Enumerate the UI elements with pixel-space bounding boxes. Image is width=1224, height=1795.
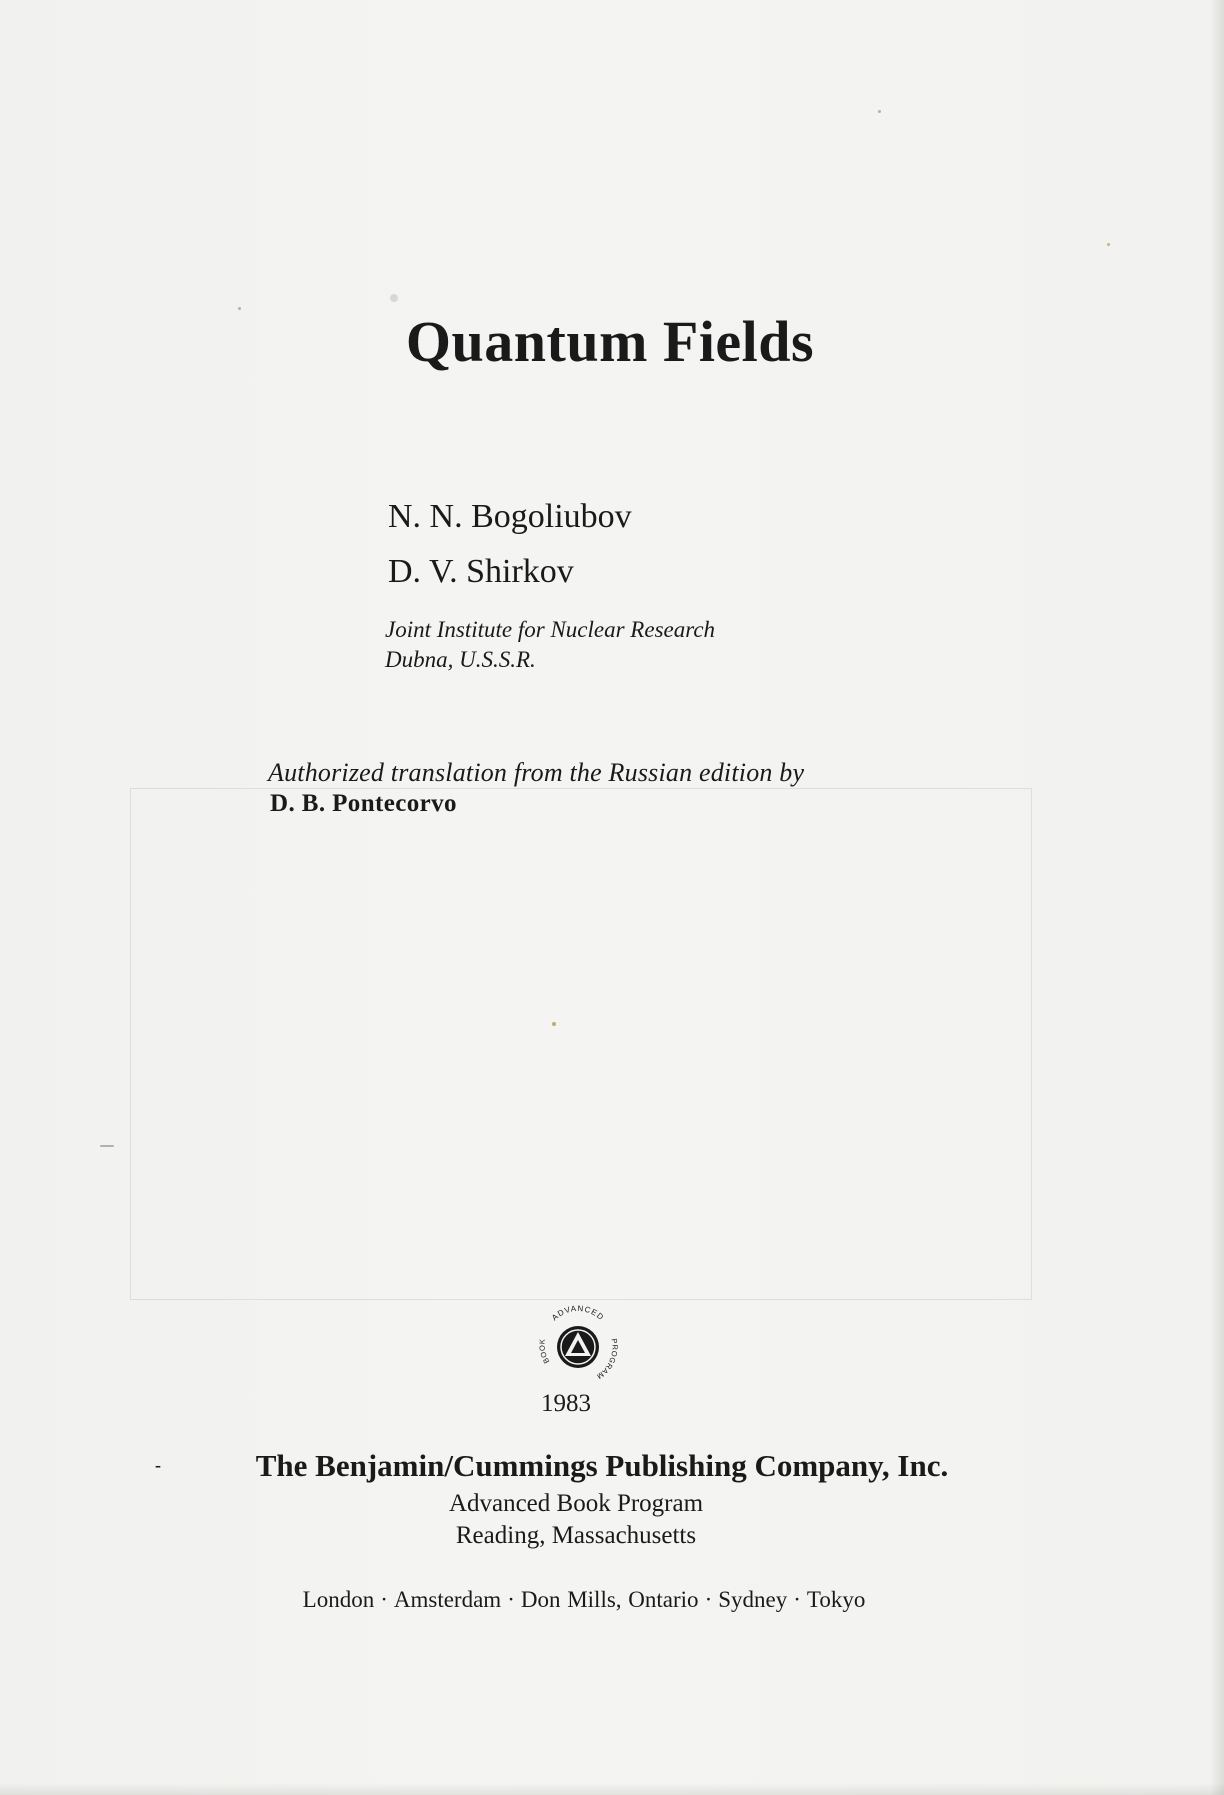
svg-text:ADVANCED (550, 1304, 606, 1323)
paper-speck (1107, 243, 1110, 246)
bleed-through-frame (130, 788, 1032, 1300)
city-sydney: Sydney (718, 1587, 788, 1612)
author-1: N. N. Bogoliubov (388, 498, 632, 535)
publisher-location: Reading, Massachusetts (455, 1522, 697, 1549)
page-edge-shadow-right (1210, 0, 1224, 1795)
author-2: D. V. Shirkov (388, 553, 574, 590)
logo-text-left: BOOK (537, 1338, 552, 1366)
city-separator: · (507, 1587, 515, 1612)
paper-mark (100, 1145, 114, 1147)
city-tokyo: Tokyo (806, 1587, 866, 1612)
city-separator: · (793, 1587, 801, 1612)
affiliation-city: Dubna, U.S.S.R. (385, 647, 536, 672)
svg-text:BOOK (537, 1338, 551, 1365)
logo-text-top: ADVANCED (550, 1303, 606, 1323)
city-london: London (302, 1587, 375, 1612)
city-don-mills: Don Mills, Ontario (520, 1587, 699, 1612)
city-separator: · (380, 1587, 388, 1612)
paper-speck (238, 307, 241, 310)
publisher-program: Advanced Book Program (448, 1490, 704, 1517)
paper-speck (390, 294, 398, 302)
publication-year: 1983 (541, 1390, 591, 1417)
paper-speck (878, 110, 881, 113)
publisher-name: The Benjamin/Cummings Publishing Company, Inc. (255, 1448, 949, 1483)
advanced-book-program-logo-icon (530, 1295, 626, 1391)
publisher-mark: - (155, 1455, 161, 1475)
page-edge-shadow-bottom (0, 1783, 1224, 1795)
publisher-cities (0, 1587, 1196, 1613)
paper-speck (552, 1022, 556, 1026)
city-amsterdam: Amsterdam (393, 1587, 502, 1612)
affiliation-institute: Joint Institute for Nuclear Research (385, 617, 716, 642)
logo-text-right: PROGRAM (594, 1337, 620, 1382)
translation-note: Authorized translation from the Russian edition by (268, 758, 805, 787)
city-separator: · (704, 1587, 713, 1612)
translator-name: D. B. Pontecorvo (270, 790, 457, 817)
book-title: Quantum Fields (405, 309, 815, 374)
